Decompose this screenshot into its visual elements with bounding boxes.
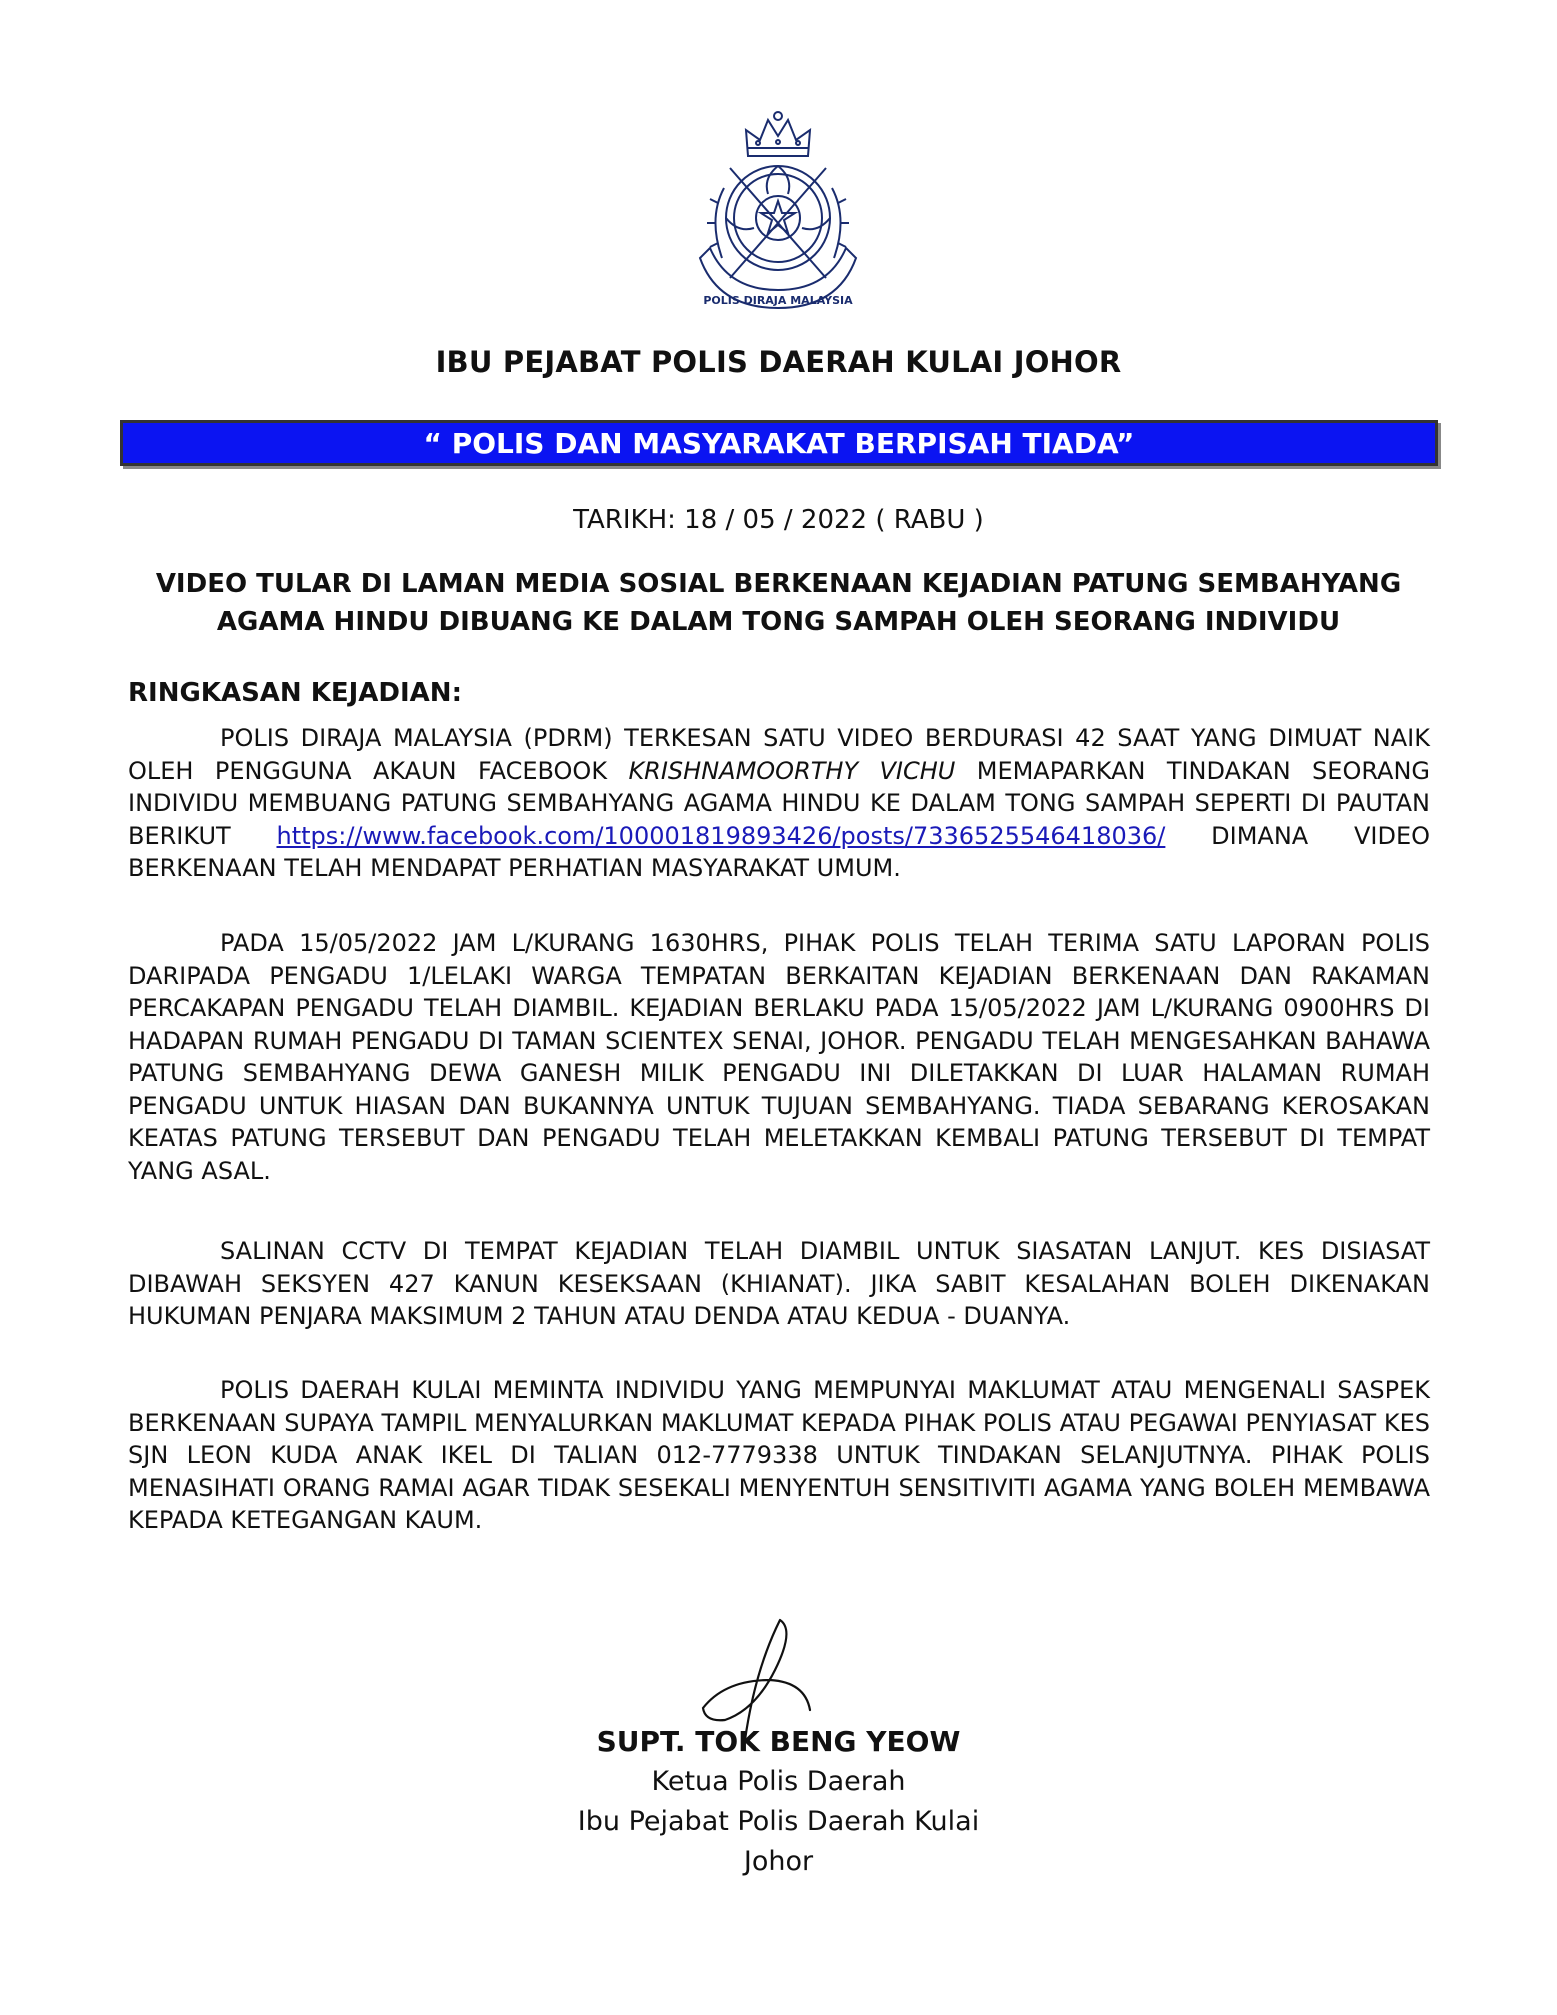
motto-bar: [120, 420, 1438, 466]
motto-text: “ POLIS DAN MASYARAKAT BERPISAH TIADA”: [423, 426, 1135, 460]
p1-part1: POLIS DIRAJA MALAYSIA (PDRM) TERKESAN SATU VIDEO BERDURASI 42 SAAT YANG DIMUAT NAIK OLEH PENGGUNA AKAUN FACEBOOK: [128, 724, 1430, 785]
signatory-name: SUPT. TOK BENG YEOW: [596, 1725, 961, 1758]
office-title: IBU PEJABAT POLIS DAERAH KULAI JOHOR: [435, 345, 1122, 379]
headline: VIDEO TULAR DI LAMAN MEDIA SOSIAL BERKENAAN KEJADIAN PATUNG SEMBAHYANG AGAMA HINDU DIBUANG KE DALAM TONG SAMPAH OLEH SEORANG INDIVIDU: [155, 569, 1402, 637]
paragraph-2: PADA 15/05/2022 JAM L/KURANG 1630HRS, PIHAK POLIS TELAH TERIMA SATU LAPORAN POLIS DARIPADA PENGADU 1/LELAKI WARGA TEMPATAN BERKAITAN KEJADIAN BERKENAAN DAN RAKAMAN PERCAKAPAN PENGADU TELAH DIAMBIL. KEJADIAN BERLAKU PADA 15/05/2022 JAM L/KURANG 0900HRS DI HADAPAN RUMAH PENGADU DI TAMAN SCIENTEX SENAI, JOHOR. PENGADU TELAH MENGESAHKAN BAHAWA PATUNG SEMBAHYANG DEWA GANESH MILIK PENGADU INI DILETAKKAN DI LUAR HALAMAN RUMAH PENGADU UNTUK HIASAN DAN BUKANNYA UNTUK TUJUAN SEMBAHYANG. TIADA SEBARANG KEROSAKAN KEATAS PATUNG TERSEBUT DAN PENGADU TELAH MELETAKKAN KEMBALI PATUNG TERSEBUT DI TEMPAT YANG ASAL.: [128, 929, 1430, 1185]
summary-label: RINGKASAN KEJADIAN:: [128, 678, 462, 708]
paragraph-3: SALINAN CCTV DI TEMPAT KEJADIAN TELAH DIAMBIL UNTUK SIASATAN LANJUT. KES DISIASAT DIBAWAH SEKSYEN 427 KANUN KESEKSAAN (KHIANAT). JIKA SABIT KESALAHAN BOLEH DIKENAKAN HUKUMAN PENJARA MAKSIMUM 2 TAHUN ATAU DENDA ATAU KEDUA - DUANYA.: [128, 1237, 1430, 1330]
facebook-account-name: KRISHNAMOORTHY VICHU: [628, 756, 956, 785]
signature-block: [0, 1722, 1557, 1882]
p1-part2: MEMAPARKAN TINDAKAN SEORANG INDIVIDU MEMBUANG PATUNG SEMBAHYANG AGAMA HINDU KE DALAM TONG SAMPAH SEPERTI DI PAUTAN BERIKUT: [128, 756, 1431, 850]
signatory-state: Johor: [743, 1846, 814, 1877]
date-line: TARIKH: 18 / 05 / 2022 ( RABU ): [573, 505, 984, 535]
crest-ring-text: POLIS DIRAJA MALAYSIA: [703, 294, 853, 307]
signatory-office: Ibu Pejabat Polis Daerah Kulai: [577, 1806, 980, 1837]
p1-part3: DIMANA VIDEO BERKENAAN TELAH MENDAPAT PERHATIAN MASYARAKAT UMUM.: [128, 821, 1430, 882]
facebook-post-link[interactable]: https://www.facebook.com/100001819893426/posts/7336525546418036/: [276, 821, 1166, 850]
signatory-title: Ketua Polis Daerah: [651, 1766, 906, 1797]
paragraph-1: [128, 722, 1430, 885]
paragraph-4: POLIS DAERAH KULAI MEMINTA INDIVIDU YANG MEMPUNYAI MAKLUMAT ATAU MENGENALI SASPEK BERKENAAN SUPAYA TAMPIL MENYALURKAN MAKLUMAT KEPADA PIHAK POLIS ATAU PEGAWAI PENYIASAT KES SJN LEON KUDA ANAK IKEL DI TALIAN 012-7779338 UNTUK TINDAKAN SELANJUTNYA. PIHAK POLIS MENASIHATI ORANG RAMAI AGAR TIDAK SESEKALI MENYENTUH SENSITIVITI AGAMA YANG BOLEH MEMBAWA KEPADA KETEGANGAN KAUM.: [128, 1376, 1430, 1534]
police-crest-icon: [688, 108, 868, 318]
